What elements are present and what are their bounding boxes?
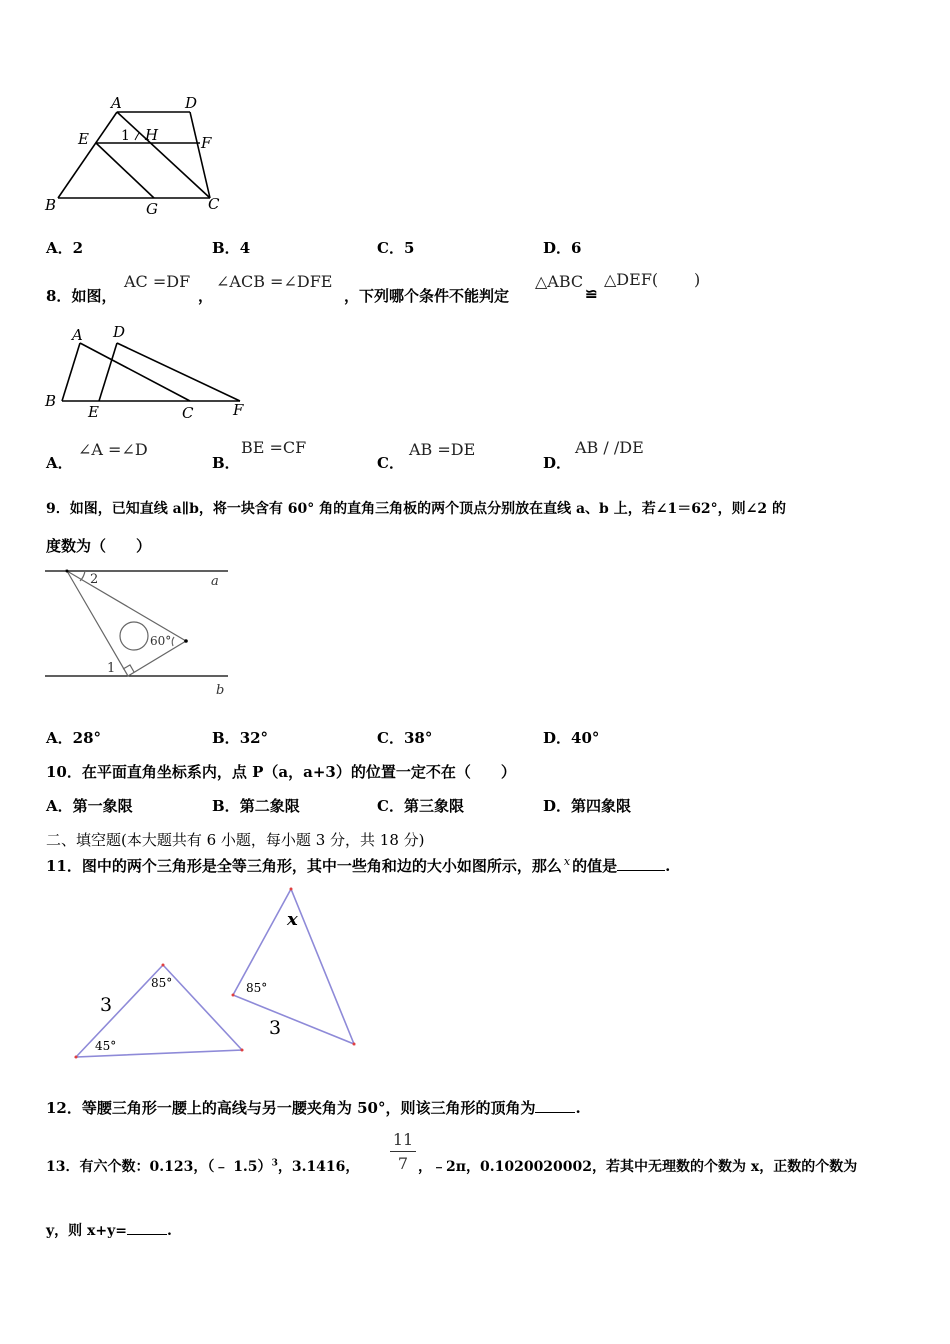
q13-fraction-denominator: 7 [397, 1154, 409, 1173]
q11-right-angle-x: x [287, 909, 298, 930]
q9-label-60: 60° [150, 634, 172, 648]
q8-option-c-letter: C． [377, 454, 404, 472]
q13-fraction [390, 1130, 416, 1173]
q7-figure [40, 92, 240, 222]
q8-congruent-sign: ≌ [585, 285, 598, 303]
q8-label-d: D [113, 323, 126, 341]
q8-segment-de [99, 343, 117, 401]
q7-label-c: C [208, 195, 220, 213]
q9-label-a: a [211, 574, 219, 589]
q8-label-b: B [45, 392, 57, 410]
q7-segment-dc [190, 112, 210, 198]
q7-label-e: E [78, 130, 89, 148]
q11-stem: 11．图中的两个三角形是全等三角形，其中一些角和边的大小如图所示，那么 $^x$ 的值是 . [46, 855, 671, 875]
q8-figure [40, 322, 260, 426]
q7-label-1: 1 [121, 128, 130, 144]
q8-label-f: F [233, 401, 244, 419]
q8-segment-ab [62, 343, 80, 401]
q8-triangle-def: △DEF( [604, 270, 659, 289]
q11-left-angle-45: 45° [95, 1039, 117, 1053]
q11-answer-blank[interactable] [617, 870, 665, 871]
q8-triangle-abc: △ABC [535, 272, 584, 291]
q12-answer-blank[interactable] [535, 1112, 575, 1113]
q9-option-a: A．28° [46, 729, 102, 747]
q13-exponent: 3 [271, 1158, 278, 1169]
q11-variable-x: x [563, 855, 571, 868]
q11-right-angle-85: 85° [246, 981, 268, 995]
q8-stem-number: 8．如图， [46, 287, 117, 305]
q8-option-b-text: BE =CF [241, 438, 307, 457]
q11-left-side-3: 3 [100, 994, 113, 1016]
q10-option-d: D．第四象限 [543, 797, 632, 815]
q8-option-a-letter: A． [46, 454, 73, 472]
q10-stem: 10．在平面直角坐标系内，点 P（a，a+3）的位置一定不在（ ） [46, 763, 516, 781]
q7-option-a: A．2 [46, 239, 84, 257]
q8-close-paren: ) [694, 270, 701, 289]
q7-segment-eg [96, 143, 154, 198]
q13-stem-part2: ，﹣2π，0.1020020002，若其中无理数的个数为 x，正数的个数为 [418, 1159, 858, 1175]
q8-condition-angle: ∠ACB =∠DFE [216, 272, 333, 291]
q8-label-a: A [72, 326, 83, 344]
q7-option-c: C．5 [377, 239, 415, 257]
q8-option-d-letter: D． [543, 454, 572, 472]
q9-label-1: 1 [107, 661, 116, 676]
q9-set-square-hole [120, 622, 148, 650]
q12-stem: 12．等腰三角形一腰上的高线与另一腰夹角为 50°，则该三角形的顶角为 . [46, 1099, 581, 1117]
q11-right-side-3: 3 [269, 1017, 282, 1039]
q9-option-d: D．40° [543, 729, 600, 747]
q10-option-b: B．第二象限 [212, 797, 300, 815]
q13-answer-blank[interactable] [127, 1234, 167, 1235]
q9-label-b: b [216, 683, 225, 698]
q8-condition-ac-df: AC =DF [124, 272, 191, 291]
q8-option-d-text: AB / /DE [575, 438, 644, 457]
q9-stem-line1: 9．如图，已知直线 a∥b，将一块含有 60° 角的直角三角板的两个顶点分别放在直线 a、b 上，若∠1＝62°，则∠2 的 [46, 501, 787, 517]
q8-label-e: E [88, 403, 99, 421]
q13-fraction-numerator: 11 [390, 1130, 416, 1152]
q10-option-c: C．第三象限 [377, 797, 464, 815]
q8-option-a-text: ∠A =∠D [78, 440, 148, 459]
q7-label-g: G [146, 200, 158, 218]
q9-stem-line2: 度数为（ ） [46, 537, 152, 555]
q7-label-f: F [201, 134, 212, 152]
q9-option-c: C．38° [377, 729, 433, 747]
q8-option-b-letter: B． [212, 454, 240, 472]
q7-label-h: H [145, 126, 159, 144]
section-heading-fill-in: 二、填空题(本大题共有 6 小题，每小题 3 分，共 18 分) [46, 831, 425, 849]
q9-option-b: B．32° [212, 729, 269, 747]
q8-option-c-text: AB =DE [409, 440, 476, 459]
q11-figure [60, 880, 370, 1065]
q8-separator: ， [198, 287, 214, 305]
q7-label-d: D [185, 94, 198, 112]
q7-segment-ac [117, 112, 210, 198]
q7-option-d: D．6 [543, 239, 582, 257]
q7-label-b: B [45, 196, 57, 214]
q7-option-b: B．4 [212, 239, 251, 257]
q9-label-2: 2 [90, 572, 99, 587]
q13-stem-part1: 13．有六个数：0.123，（﹣ 1.5）$^3$，3.1416， [46, 1158, 360, 1175]
q9-figure [40, 562, 240, 702]
q7-label-a: A [111, 94, 122, 112]
q13-stem-line2: y，则 x+y= . [46, 1223, 172, 1239]
q11-left-angle-85: 85° [151, 976, 173, 990]
q8-stem-mid: ，下列哪个条件不能判定 [344, 287, 510, 305]
q8-label-c: C [182, 404, 194, 422]
q10-option-a: A．第一象限 [46, 797, 133, 815]
